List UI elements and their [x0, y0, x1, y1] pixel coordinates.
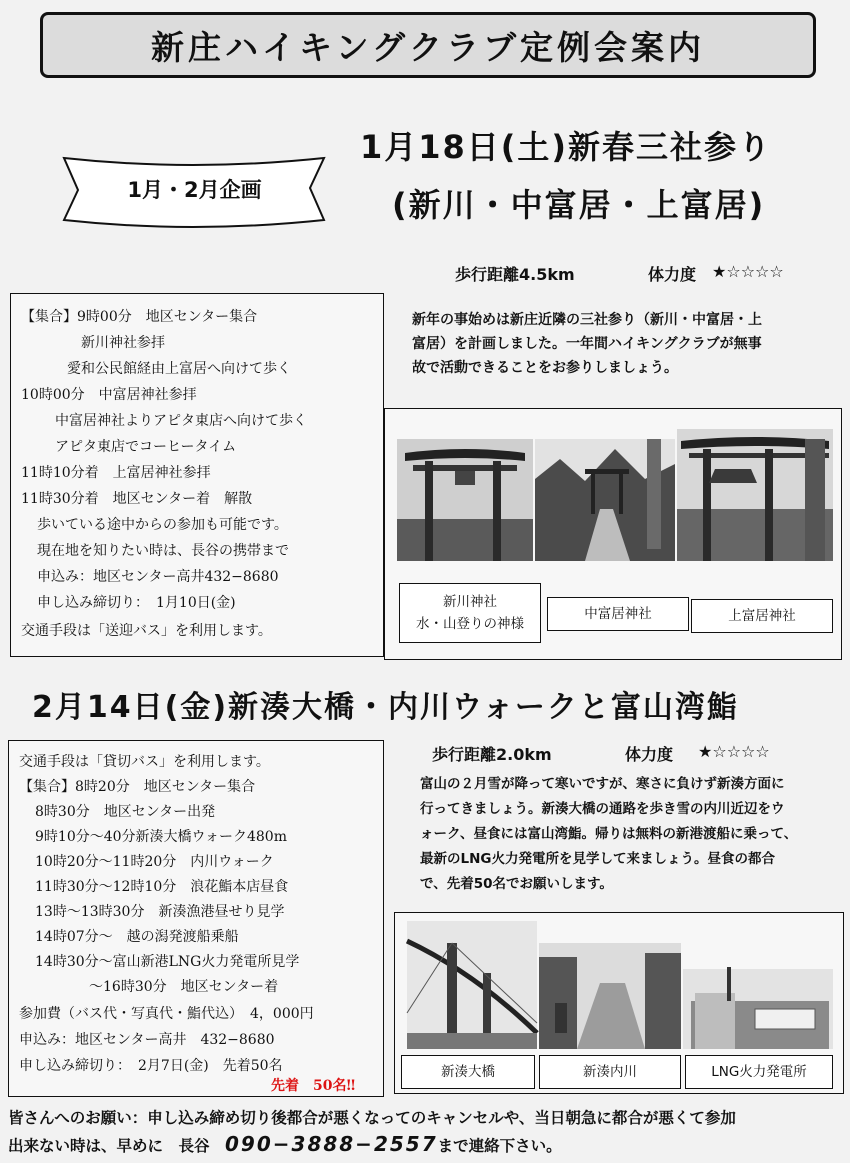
caption-shinminato-uchikawa: 新湊内川 [539, 1055, 681, 1089]
footer-suffix: まで連絡下さい。 [437, 1137, 562, 1155]
feb-schedule-line: 14時07分〜 越の潟発渡船乗船 [35, 929, 239, 945]
ribbon-banner [62, 150, 327, 230]
jan-schedule-line: 中富居神社よりアピタ東店へ向けて歩く [55, 413, 307, 429]
caption-shinkawa [399, 583, 541, 643]
jan-schedule-line: 申込み：地区センター高井432−8680 [37, 569, 279, 585]
jan-schedule-box [10, 293, 384, 657]
feb-stamina-stars: ★☆☆☆☆ [698, 742, 770, 761]
feb-description-line: 富山の２月雪が降って寒いですが、寒さに負けず新湊方面に [420, 776, 785, 792]
jan-schedule-line: 10時00分 中富居神社参拝 [21, 387, 197, 403]
feb-schedule-line: 【集合】8時20分 地区センター集合 [19, 779, 256, 795]
red-note: 先着 50名‼ [271, 1078, 356, 1094]
caption-line: 水・山登りの神様 [416, 616, 524, 632]
jan-stamina-stars: ★☆☆☆☆ [712, 262, 784, 281]
footer-line2 [8, 1132, 562, 1156]
caption-lng-plant: LNG火力発電所 [685, 1055, 833, 1089]
jan-heading: 1月18日(土)新春三社参り [360, 128, 773, 166]
feb-photo-panel [394, 912, 844, 1094]
feb-distance: 歩行距離2.0km [432, 745, 552, 764]
feb-heading: 2月14日(金)新湊大橋・内川ウォークと富山湾鮨 [32, 690, 739, 725]
feb-schedule-line: 14時30分〜富山新港LNG火力発電所見学 [35, 954, 300, 970]
jan-schedule-line: 愛和公民館経由上富居へ向けて歩く [67, 361, 291, 377]
feb-schedule-line: 参加費（バス代・写真代・鮨代込） 4，000円 [19, 1006, 314, 1022]
feb-schedule-line: 〜16時30分 地区センター着 [89, 979, 279, 995]
feb-description-line: ォーク、昼食には富山湾鮨。帰りは無料の新港渡船に乗って、 [420, 826, 798, 842]
jan-schedule-line: 新川神社参拝 [81, 335, 165, 351]
page-title: 新庄ハイキングクラブ定例会案内 [40, 12, 816, 78]
jan-description [412, 308, 842, 380]
feb-description-line: で、先着50名でお願いします。 [420, 876, 613, 892]
caption-kamifurui: 上富居神社 [691, 599, 833, 633]
feb-description [420, 772, 845, 897]
jan-photo-panel [384, 408, 842, 660]
caption-shinminato-bridge: 新湊大橋 [401, 1055, 535, 1089]
jan-description-line: 富居）を計画しました。一年間ハイキングクラブが無事 [412, 336, 762, 352]
feb-schedule-line: 10時20分〜11時20分 内川ウォーク [35, 854, 274, 870]
feb-schedule-line: 9時10分〜40分新湊大橋ウォーク480m [35, 829, 287, 845]
feb-schedule-box [8, 740, 384, 1097]
feb-schedule-line: 11時30分〜12時10分 浪花鮨本店昼食 [35, 879, 289, 895]
ribbon-label: 1月・2月企画 [127, 178, 262, 202]
jan-schedule-line: 交通手段は「送迎バス」を利用します。 [21, 623, 272, 639]
feb-schedule-line: 申込み：地区センター高井 432−8680 [19, 1032, 275, 1048]
jan-distance: 歩行距離4.5km [455, 265, 575, 284]
jan-description-line: 故で活動できることをお参りしましょう。 [412, 360, 678, 376]
jan-schedule-line: 11時10分着 上富居神社参拝 [21, 465, 211, 481]
feb-stamina-label: 体力度 [625, 745, 674, 764]
jan-schedule-line: 申し込み締切り： 1月10日(金) [37, 595, 236, 611]
feb-schedule-line: 8時30分 地区センター出発 [35, 804, 216, 820]
feb-schedule-line: 交通手段は「貸切バス」を利用します。 [19, 754, 270, 770]
jan-schedule-line: 現在地を知りたい時は、長谷の携帯まで [37, 543, 289, 559]
footer-phone: 090−3888−2557 [225, 1132, 438, 1156]
jan-schedule-line: アピタ東店でコーヒータイム [55, 439, 237, 455]
jan-schedule-line: 歩いている途中からの参加も可能です。 [37, 517, 288, 533]
jan-schedule-line: 【集合】9時00分 地区センター集合 [21, 309, 258, 325]
feb-description-line: 最新のLNG火力発電所を見学して来ましょう。昼食の都合 [420, 851, 775, 867]
footer-line1: 皆さんへのお願い：申し込み締め切り後都合が悪くなってのキャンセルや、当日朝急に都合が悪くて参加 [8, 1109, 736, 1127]
caption-line: 新川神社 [443, 594, 497, 610]
feb-description-line: 行ってきましょう。新湊大橋の通路を歩き雪の内川近辺をウ [420, 801, 785, 817]
footer-prefix: 出来ない時は、早めに 長谷 [8, 1137, 226, 1155]
feb-schedule-line: 13時〜13時30分 新湊漁港昼せり見学 [35, 904, 285, 920]
jan-stamina-label: 体力度 [648, 265, 697, 284]
jan-schedule-line: 11時30分着 地区センター着 解散 [21, 491, 253, 507]
jan-description-line: 新年の事始めは新庄近隣の三社参り（新川・中富居・上 [412, 312, 762, 328]
feb-schedule-line: 申し込み締切り： 2月7日(金) 先着50名 [19, 1058, 283, 1074]
caption-nakafurui: 中富居神社 [547, 597, 689, 631]
jan-subheading: (新川・中富居・上富居) [392, 186, 766, 224]
